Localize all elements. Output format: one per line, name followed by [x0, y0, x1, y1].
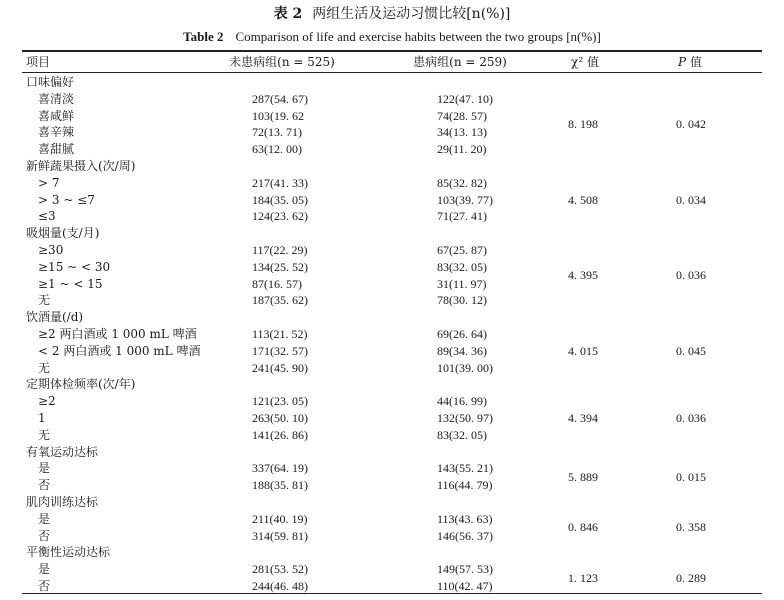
row-label: ≥15 ~ < 30 — [38, 259, 111, 274]
group2-value: 69(26. 64) — [437, 327, 487, 341]
p-value: 0. 042 — [676, 117, 706, 131]
group2-value: 149(57. 53) — [437, 562, 493, 577]
table-row — [0, 360, 784, 376]
table-row — [0, 393, 784, 409]
group2-value: 78(30. 12) — [437, 293, 487, 308]
row-label: 无 — [38, 427, 51, 442]
bottom-rule — [22, 593, 762, 594]
p-value: 0. 036 — [676, 268, 706, 283]
section-row — [0, 376, 784, 392]
group1-value: 63(12. 00) — [252, 142, 302, 157]
table-row — [0, 578, 784, 594]
group1-value: 337(64. 19) — [252, 461, 308, 476]
section-title: 新鲜蔬果摄入(次/周) — [26, 159, 136, 173]
table-number-en: Table 2 — [183, 29, 224, 44]
p-value: 0. 289 — [676, 570, 706, 585]
row-label: 是 — [38, 562, 51, 577]
chi-square-value: 5. 889 — [568, 469, 598, 484]
chi-square-value: 4. 508 — [568, 192, 598, 207]
header-p-symbol: P — [678, 55, 687, 69]
row-label: 否 — [38, 478, 51, 493]
row-label: 喜甜腻 — [38, 142, 75, 157]
section-row — [0, 309, 784, 325]
section-title: 有氧运动达标 — [26, 444, 99, 459]
table-row — [0, 326, 784, 342]
row-label: 无 — [38, 293, 51, 308]
group2-value: 122(47. 10) — [437, 91, 493, 106]
table-row — [0, 528, 784, 544]
chi-square-value: 4. 394 — [568, 411, 598, 425]
group1-value: 281(53. 52) — [252, 562, 308, 577]
section-row — [0, 74, 784, 90]
section-row — [0, 544, 784, 560]
row-label: 是 — [38, 461, 51, 476]
table-row — [0, 427, 784, 443]
group1-value: 241(45. 90) — [252, 360, 308, 375]
table-row — [0, 242, 784, 258]
table-row — [0, 292, 784, 308]
table-row — [0, 276, 784, 292]
section-title: 口味偏好 — [26, 75, 75, 89]
header-item: 项目 — [26, 55, 51, 69]
table-row — [0, 91, 784, 107]
row-label: ≥2 两白酒或 1 000 mL 啤酒 — [38, 327, 197, 341]
table-row — [0, 124, 784, 140]
group2-value: 101(39. 00) — [437, 360, 493, 375]
group1-value: 87(16. 57) — [252, 276, 302, 291]
chi-square-value: 4. 015 — [568, 343, 598, 358]
group1-value: 263(50. 10) — [252, 411, 308, 425]
group1-value: 134(25. 52) — [252, 259, 308, 274]
chi-square-value: 8. 198 — [568, 117, 598, 131]
chi-square-value: 0. 846 — [568, 520, 598, 535]
row-label: 1 — [38, 411, 46, 425]
group1-value: 72(13. 71) — [252, 125, 302, 140]
row-label: 否 — [38, 528, 51, 543]
row-label: ≥30 — [38, 243, 64, 257]
group2-value: 85(32. 82) — [437, 175, 487, 190]
table-row — [0, 175, 784, 191]
table-row — [0, 108, 784, 124]
group1-value: 287(54. 67) — [252, 91, 308, 106]
table-title-en: Comparison of life and exercise habits between the two groups [n(%)] — [235, 29, 601, 44]
table-row — [0, 192, 784, 208]
group1-value: 314(59. 81) — [252, 528, 308, 543]
group2-value: 113(43. 63) — [437, 511, 493, 526]
group2-value: 44(16. 99) — [437, 394, 487, 409]
row-label: 喜咸鲜 — [38, 108, 75, 123]
row-label: > 3 ~ ≤7 — [38, 192, 95, 207]
group2-value: 116(44. 79) — [437, 478, 493, 493]
group2-value: 89(34. 36) — [437, 343, 487, 358]
table-row — [0, 343, 784, 359]
p-value: 0. 036 — [676, 411, 706, 425]
header-p-suffix: 值 — [686, 55, 702, 69]
group1-value: 141(26. 86) — [252, 427, 308, 442]
row-label: 是 — [38, 511, 51, 526]
group1-value: 117(22. 29) — [252, 243, 308, 257]
group1-value: 171(32. 57) — [252, 343, 308, 358]
table-row — [0, 511, 784, 527]
row-label: 无 — [38, 360, 51, 375]
group1-value: 211(40. 19) — [252, 511, 308, 526]
row-label: > 7 — [38, 175, 60, 190]
group2-value: 143(55. 21) — [437, 461, 493, 476]
header-group1: 未患病组(n = 525) — [229, 55, 335, 69]
table-row — [0, 208, 784, 224]
table-row — [0, 141, 784, 157]
group1-value: 217(41. 33) — [252, 175, 308, 190]
table-row — [0, 477, 784, 493]
section-row — [0, 158, 784, 174]
group2-value: 34(13. 13) — [437, 125, 487, 140]
group2-value: 29(11. 20) — [437, 142, 487, 157]
p-value: 0. 034 — [676, 192, 706, 207]
group2-value: 132(50. 97) — [437, 411, 493, 425]
group1-value: 187(35. 62) — [252, 293, 308, 308]
group2-value: 74(28. 57) — [437, 108, 487, 123]
section-row — [0, 494, 784, 510]
group2-value: 103(39. 77) — [437, 192, 493, 207]
group2-value: 31(11. 97) — [437, 276, 487, 291]
header-group2: 患病组(n = 259) — [413, 55, 507, 69]
group2-value: 110(42. 47) — [437, 579, 493, 593]
row-label: 喜清淡 — [38, 91, 75, 106]
group2-value: 146(56. 37) — [437, 528, 493, 543]
section-row — [0, 225, 784, 241]
section-title: 肌肉训练达标 — [26, 495, 99, 509]
section-title: 吸烟量(支/月) — [26, 226, 100, 241]
header-chi: χ² 值 — [571, 55, 599, 69]
section-row — [0, 444, 784, 460]
row-label: 喜辛辣 — [38, 125, 75, 140]
table-row — [0, 259, 784, 275]
table-title-cn: 两组生活及运动习惯比较[n(%)] — [312, 6, 511, 22]
group1-value: 124(23. 62) — [252, 209, 308, 224]
p-value: 0. 015 — [676, 469, 706, 484]
group2-value: 83(32. 05) — [437, 259, 487, 274]
group1-value: 103(19. 62 — [252, 108, 304, 123]
row-label: ≥1 ~ < 15 — [38, 276, 103, 291]
group2-value: 83(32. 05) — [437, 427, 487, 442]
row-label: ≥2 — [38, 394, 56, 409]
p-value: 0. 045 — [676, 343, 706, 358]
table-row — [0, 460, 784, 476]
group1-value: 121(23. 05) — [252, 394, 308, 409]
table-row — [0, 561, 784, 577]
section-title: 平衡性运动达标 — [26, 545, 111, 560]
group1-value: 113(21. 52) — [252, 327, 308, 341]
chi-square-value: 4. 395 — [568, 268, 598, 283]
row-label: ≤3 — [38, 209, 56, 224]
chi-square-value: 1. 123 — [568, 570, 598, 585]
group2-value: 67(25. 87) — [437, 243, 487, 257]
group1-value: 188(35. 81) — [252, 478, 308, 493]
section-title: 定期体检频率(次/年) — [26, 377, 136, 392]
p-value: 0. 358 — [676, 520, 706, 535]
table-number-cn: 表 2 — [273, 6, 303, 22]
table-row — [0, 410, 784, 426]
section-title: 饮酒量(/d) — [26, 310, 84, 325]
group1-value: 184(35. 05) — [252, 192, 308, 207]
row-label: 否 — [38, 579, 51, 593]
row-label: < 2 两白酒或 1 000 mL 啤酒 — [38, 343, 201, 358]
group2-value: 71(27. 41) — [437, 209, 487, 224]
group1-value: 244(46. 48) — [252, 579, 308, 593]
